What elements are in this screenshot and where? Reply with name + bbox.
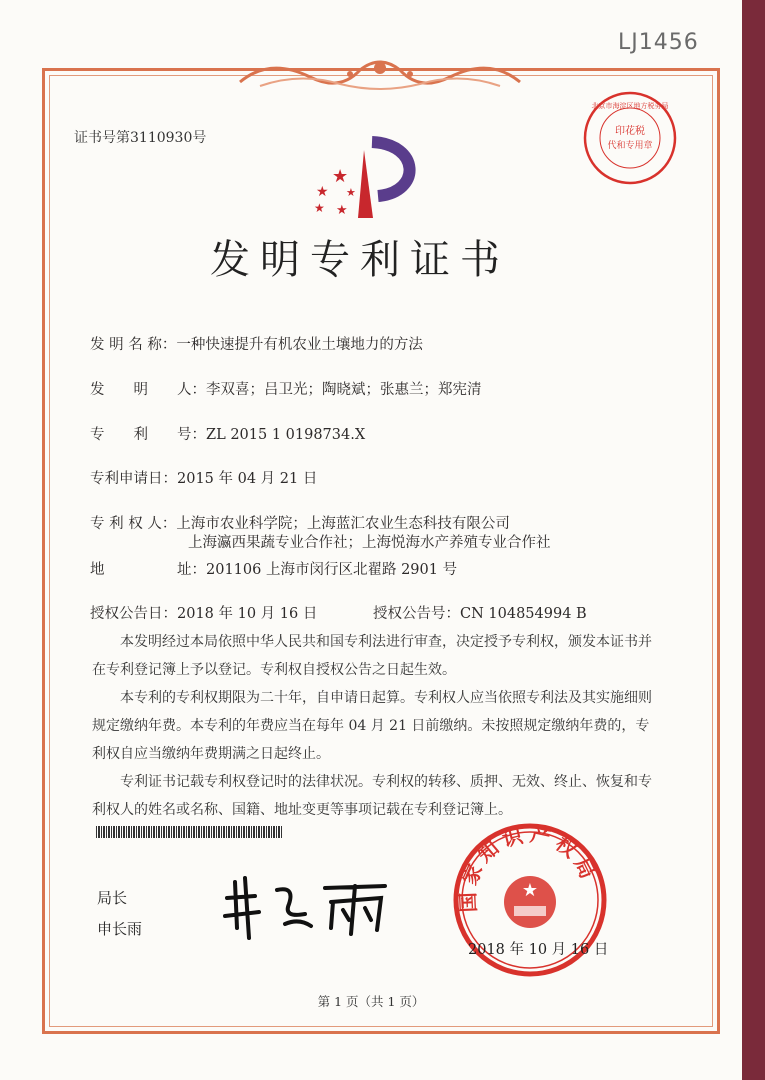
director-name: 申长雨	[97, 920, 143, 938]
filing-date-label: 专利申请日：	[90, 471, 177, 487]
body-paragraph: 本专利的专利权期限为二十年，自申请日起算。专利权人应当依照专利法及其实施细则规定缴纳年费。本专利的年费应当在每年 04 月 21 日前缴纳。未按照规定缴纳年费的，专利权自应当缴纳年费期满之日起终止。	[92, 690, 652, 762]
svg-text:★: ★	[332, 166, 349, 187]
issue-date: 2018 年 10 月 16 日	[468, 942, 609, 958]
filing-date-row	[90, 467, 317, 488]
grant-number-value: CN 104854994 B	[460, 606, 587, 622]
patent-number-label: 专 利 号：	[90, 427, 206, 443]
patent-office-logo	[310, 130, 430, 225]
grant-number-row	[373, 602, 587, 623]
svg-text:★: ★	[346, 186, 356, 199]
page-footer: 第 1 页（共 1 页）	[317, 994, 425, 1009]
patent-number-value: ZL 2015 1 0198734.X	[206, 427, 366, 443]
certificate-body	[92, 628, 652, 824]
svg-text:印花税: 印花税	[615, 126, 645, 137]
filing-date-value: 2015 年 04 月 21 日	[177, 471, 318, 487]
address-label: 地 址：	[90, 562, 206, 578]
grant-date-value: 2018 年 10 月 16 日	[177, 606, 318, 622]
barcode	[96, 826, 282, 838]
body-paragraph: 专利证书记载专利权登记时的法律状况。专利权的转移、质押、无效、终止、恢复和专利权人的姓名或名称、国籍、地址变更等事项记载在专利登记簿上。	[92, 774, 652, 818]
tax-seal	[580, 88, 680, 188]
patentee-value-2: 上海瀛西果蔬专业合作社；上海悦海水产养殖专业合作社	[188, 535, 551, 551]
patentee-value-1: 上海市农业科学院；上海蓝汇农业生态科技有限公司	[176, 516, 510, 532]
certificate-number: 证书号第3110930号	[74, 130, 207, 146]
invention-name-value: 一种快速提升有机农业土壤地力的方法	[176, 337, 423, 353]
address-value: 201106 上海市闵行区北翟路 2901 号	[206, 562, 458, 578]
invention-name-row	[90, 333, 423, 354]
director-signature	[215, 868, 395, 944]
svg-text:北京市海淀区地方税务局: 北京市海淀区地方税务局	[591, 102, 669, 110]
svg-text:★: ★	[314, 201, 325, 215]
patentee-row-2	[188, 531, 551, 552]
address-row	[90, 558, 457, 579]
top-ornament	[230, 52, 530, 98]
inventors-row	[90, 378, 482, 399]
patentee-row	[90, 512, 510, 533]
certificate-title: 发明专利证书	[210, 237, 510, 283]
body-paragraph: 本发明经过本局依照中华人民共和国专利法进行审查，决定授予专利权，颁发本证书并在专利登记簿上予以登记。专利权自授权公告之日起生效。	[92, 634, 652, 678]
director-title: 局长	[97, 889, 128, 907]
svg-text:代和专用章: 代和专用章	[607, 141, 653, 151]
patentee-label: 专 利 权 人：	[90, 516, 177, 532]
binder-edge	[742, 0, 765, 1080]
handwritten-note: LJ1456	[618, 30, 699, 55]
inventors-label: 发 明 人：	[90, 382, 206, 398]
svg-text:★: ★	[336, 203, 348, 218]
svg-text:国家知识产权局: 国家知识产权局	[455, 822, 603, 913]
grant-date-row	[90, 602, 317, 623]
invention-name-label: 发 明 名 称：	[90, 337, 177, 353]
svg-text:★: ★	[521, 880, 539, 901]
grant-date-label: 授权公告日：	[90, 606, 177, 622]
grant-number-label: 授权公告号：	[373, 606, 460, 622]
patent-number-row	[90, 423, 365, 444]
inventors-value: 李双喜；吕卫光；陶晓斌；张惠兰；郑宪清	[206, 382, 482, 398]
svg-text:★: ★	[316, 184, 329, 200]
